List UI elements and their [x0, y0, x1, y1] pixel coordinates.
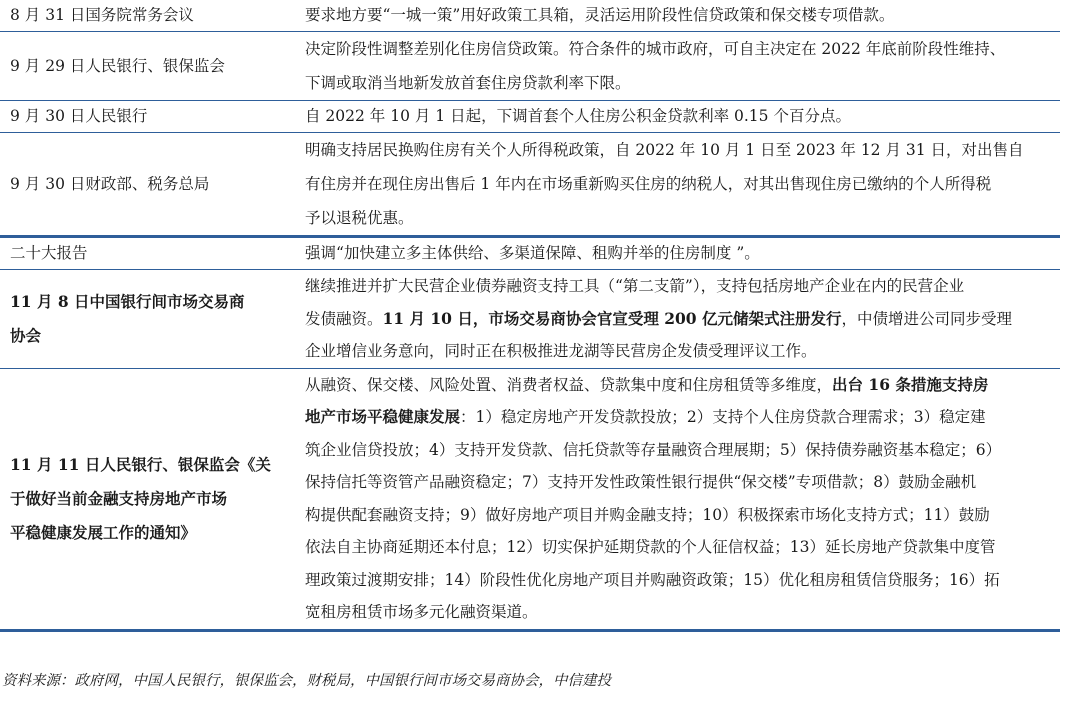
cell-line: 要求地方要“一城一策”用好政策工具箱，灵活运用阶段性信贷政策和保交楼专项借款。	[305, 6, 895, 24]
cell-line: 9 月 29 日人民银行、银保监会	[10, 56, 225, 75]
cell-line: 9 月 30 日财政部、税务总局	[10, 174, 210, 193]
cell-line: 筑企业信贷投放；4）支持开发贷款、信托贷款等存量融资合理展期；5）保持债券融资基本稳定；6）	[305, 440, 1002, 459]
cell-line	[305, 303, 1052, 336]
cell-line: 11 月 8 日中国银行间市场交易商	[10, 291, 245, 311]
text-run: 发债融资。	[305, 309, 383, 328]
cell-line: 宽租房租赁市场多元化融资渠道。	[305, 603, 538, 621]
row-date-org	[0, 270, 295, 369]
row-content	[295, 133, 1060, 237]
cell-line	[305, 369, 1052, 402]
row-content	[295, 270, 1060, 369]
bold-text-run: 11 月 10 日，市场交易商协会官宣受理 200 亿元储架式注册发行	[382, 308, 842, 328]
bold-text-run: 出台 16 条措施支持房	[832, 374, 989, 394]
cell-line: 企业增信业务意向，同时正在积极推进龙湖等民营房企发债受理评议工作。	[305, 342, 817, 360]
cell-line: 明确支持居民换购住房有关个人所得税政策，自 2022 年 10 月 1 日至 2023 年 12 月 31 日，对出售自	[305, 141, 1024, 159]
cell-line: 有住房并在现住房出售后 1 年内在市场重新购买住房的纳税人，对其出售现住房已缴纳的个人所得税	[305, 175, 992, 193]
cell-line	[305, 401, 1052, 434]
bold-text-run: 地产市场平稳健康发展	[305, 407, 461, 426]
row-date-org	[0, 133, 295, 237]
cell-line: 于做好当前金融支持房地产市场	[10, 488, 228, 508]
row-date-org	[0, 101, 295, 133]
cell-line: 依法自主协商延期还本付息；12）切实保护延期贷款的个人征信权益；13）延长房地产贷款集中度管	[305, 538, 996, 556]
cell-line: 平稳健康发展工作的通知》	[10, 522, 197, 542]
row-content	[295, 368, 1060, 630]
cell-line: 保持信托等资管产品融资稳定；7）支持开发性政策性银行提供“保交楼”专项借款；8）鼓励金融机	[305, 473, 977, 491]
text-run: ，中债增进公司同步受理	[841, 309, 1013, 328]
cell-line: 8 月 31 日国务院常务会议	[10, 6, 194, 24]
cell-line: 自 2022 年 10 月 1 日起，下调首套个人住房公积金贷款利率 0.15 个百分点。	[305, 107, 851, 125]
table-row	[0, 270, 1060, 369]
cell-line: 构提供配套融资支持；9）做好房地产项目并购金融支持；10）积极探索市场化支持方式；11）鼓励	[305, 505, 990, 524]
table-row	[0, 237, 1060, 270]
cell-line: 下调或取消当地新发放首套住房贷款利率下限。	[305, 74, 631, 92]
table-row	[0, 133, 1060, 237]
row-content	[295, 237, 1060, 270]
row-date-org	[0, 368, 295, 630]
cell-line: 予以退税优惠。	[305, 209, 414, 227]
text-run: 从融资、保交楼、风险处置、消费者权益、贷款集中度和住房租赁等多维度，	[305, 375, 833, 394]
row-content	[295, 0, 1060, 32]
row-date-org	[0, 0, 295, 32]
row-content	[295, 32, 1060, 101]
table-row	[0, 32, 1060, 101]
table-row	[0, 368, 1060, 630]
cell-line: 继续推进并扩大民营企业债券融资支持工具（“第二支箭”），支持包括房地产企业在内的民营企业	[305, 277, 965, 295]
table-row	[0, 0, 1060, 32]
cell-line: 理政策过渡期安排；14）阶段性优化房地产项目并购融资政策；15）优化租房租赁信贷服务；16）拓	[305, 570, 1000, 589]
table-row	[0, 101, 1060, 133]
cell-line: 决定阶段性调整差别化住房信贷政策。符合条件的城市政府，可自主决定在 2022 年底前阶段性维持、	[305, 40, 1006, 58]
text-run: ：1）稳定房地产开发贷款投放；2）支持个人住房贷款合理需求；3）稳定建	[460, 408, 986, 426]
cell-line: 二十大报告	[10, 244, 88, 262]
row-date-org	[0, 237, 295, 270]
row-content	[295, 101, 1060, 133]
cell-line: 11 月 11 日人民银行、银保监会《关	[10, 454, 271, 474]
source-note: 资料来源：政府网，中国人民银行，银保监会，财税局，中国银行间市场交易商协会，中信建投	[2, 673, 611, 689]
cell-line: 9 月 30 日人民银行	[10, 107, 148, 125]
row-date-org	[0, 32, 295, 101]
cell-line: 协会	[10, 325, 42, 345]
cell-line: 强调“加快建立多主体供给、多渠道保障、租购并举的住房制度 ”。	[305, 244, 760, 262]
